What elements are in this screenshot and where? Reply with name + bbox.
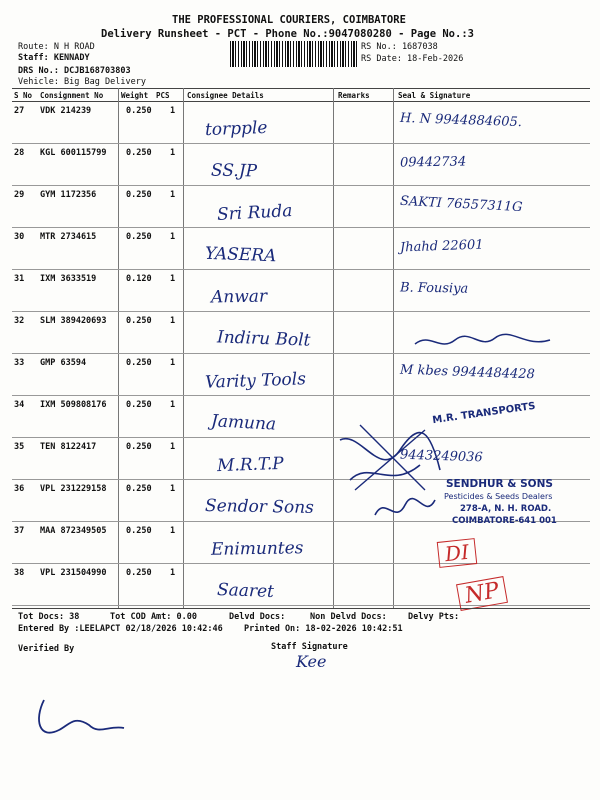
row-divider [12, 185, 590, 186]
stamp-line-4: COIMBATORE-641 001 [452, 516, 557, 526]
table-header-rule [12, 101, 590, 102]
row-pcs: 1 [170, 316, 176, 326]
delvy-pts: Delvy Pts: [408, 612, 460, 622]
row-sno: 28 [14, 148, 25, 158]
row-weight: 0.250 [126, 442, 152, 452]
row-pcs: 1 [170, 568, 176, 578]
rs-number: RS No.: 1687038 [361, 42, 438, 52]
row-consignee: Jamuna [210, 411, 277, 435]
col-divider-consignee [183, 88, 184, 608]
row-pcs: 1 [170, 484, 176, 494]
col-weight: Weight [121, 91, 149, 100]
row-consignee: YASERA [204, 243, 277, 267]
row-weight: 0.120 [126, 274, 152, 284]
row-consignment-no: TEN 8122417 [40, 442, 97, 452]
tot-docs: Tot Docs: 38 [18, 612, 80, 622]
verified-scribble [14, 690, 134, 750]
row32-signature [410, 330, 560, 354]
row-sno: 33 [14, 358, 25, 368]
row-weight: 0.250 [126, 400, 152, 410]
row-divider [12, 227, 590, 228]
delivery-scribble [330, 420, 450, 500]
row-sno: 29 [14, 190, 25, 200]
row-consignment-no: GMP 63594 [40, 358, 87, 368]
drs-number: DRS No.: DCJB168703803 [18, 66, 131, 76]
row-pcs: 1 [170, 232, 176, 242]
red-mark-np: NP [456, 576, 508, 611]
row-seal-signature: 9443249036 [399, 447, 483, 466]
row-consignment-no: KGL 600115799 [40, 148, 107, 158]
row-weight: 0.250 [126, 106, 152, 116]
sign-scribble [370, 490, 440, 530]
vehicle-label: Vehicle: Big Bag Delivery [18, 77, 146, 87]
row-seal-signature: SAKTI 76557311G [399, 193, 523, 216]
row-sno: 35 [14, 442, 25, 452]
row-consignment-no: SLM 389420693 [40, 316, 107, 326]
row-divider [12, 395, 590, 396]
row-sno: 34 [14, 400, 25, 410]
row-pcs: 1 [170, 400, 176, 410]
row-consignment-no: MAA 872349505 [40, 526, 107, 536]
row-seal-signature: B. Fousiya [399, 280, 469, 297]
row-pcs: 1 [170, 358, 176, 368]
row-weight: 0.250 [126, 526, 152, 536]
row-consignment-no: GYM 1172356 [40, 190, 97, 200]
row-consignment-no: VDK 214239 [40, 106, 92, 116]
col-sno: S No [14, 91, 33, 100]
row-sno: 31 [14, 274, 25, 284]
row-consignee: Enimuntes [210, 538, 304, 560]
row-consignee: Sri Ruda [216, 201, 293, 225]
row-consignment-no: VPL 231504990 [40, 568, 107, 578]
stamp-line-1: SENDHUR & SONS [446, 478, 553, 490]
row-sno: 36 [14, 484, 25, 494]
verified-by: Verified By [18, 644, 75, 654]
footer-rule [12, 608, 590, 609]
row-pcs: 1 [170, 148, 176, 158]
row-weight: 0.250 [126, 484, 152, 494]
stamp-line-3: 278-A, N. H. ROAD. [460, 504, 552, 514]
row-weight: 0.250 [126, 358, 152, 368]
row-consignee: torpple [204, 117, 268, 141]
row-sno: 37 [14, 526, 25, 536]
col-pcs: PCS [156, 91, 170, 100]
row-seal-signature: 09442734 [399, 154, 467, 171]
row-divider [12, 563, 590, 564]
col-consignment: Consignment No [40, 91, 104, 100]
row-pcs: 1 [170, 526, 176, 536]
row-consignment-no: VPL 231229158 [40, 484, 107, 494]
row-sno: 27 [14, 106, 25, 116]
row-seal-signature: Jhahd 22601 [399, 237, 484, 256]
entered-by: Entered By :LEELAPCT 02/18/2026 10:42:46 [18, 624, 223, 634]
row-pcs: 1 [170, 190, 176, 200]
row-consignee: M.R.T.P [216, 453, 285, 477]
row-divider [12, 143, 590, 144]
col-consignee: Consignee Details [187, 91, 264, 100]
barcode-image [230, 41, 358, 67]
col-divider-remarks [333, 88, 334, 608]
col-remarks: Remarks [338, 91, 370, 100]
row-consignee: Varity Tools [204, 369, 307, 393]
rs-date: RS Date: 18-Feb-2026 [361, 54, 464, 64]
row-weight: 0.250 [126, 316, 152, 326]
row-consignee: Indiru Bolt [216, 327, 311, 351]
row-divider [12, 437, 590, 438]
row-consignment-no: MTR 2734615 [40, 232, 97, 242]
tot-cod: Tot COD Amt: 0.00 [110, 612, 197, 622]
row-consignment-no: IXM 3633519 [40, 274, 97, 284]
row-pcs: 1 [170, 274, 176, 284]
row-divider [12, 311, 590, 312]
staff-signature-label: Staff Signature [271, 642, 348, 652]
row-weight: 0.250 [126, 232, 152, 242]
row-consignee: Saaret [216, 580, 275, 602]
row-divider [12, 269, 590, 270]
row-weight: 0.250 [126, 568, 152, 578]
stamp-line-2: Pesticides & Seeds Dealers [444, 492, 553, 501]
table-top-rule [12, 88, 590, 89]
row-consignee: Sendor Sons [204, 496, 315, 518]
printed-on: Printed On: 18-02-2026 10:42:51 [244, 624, 403, 634]
row-consignee: Anwar [210, 286, 268, 308]
row-seal-signature: H. N 9944884605. [399, 110, 523, 131]
company-title: THE PROFESSIONAL COURIERS, COIMBATORE [172, 14, 406, 26]
route-label: Route: N H ROAD [18, 42, 95, 52]
delvd-docs: Delvd Docs: [229, 612, 286, 622]
row-pcs: 1 [170, 442, 176, 452]
row-seal-signature: M kbes 9944484428 [399, 362, 536, 383]
red-mark-di: DI [437, 538, 477, 568]
non-delvd-docs: Non Delvd Docs: [310, 612, 387, 622]
col-divider-seal [393, 88, 394, 608]
row-consignment-no: IXM 509808176 [40, 400, 107, 410]
row-pcs: 1 [170, 106, 176, 116]
row-consignee: SS.JP [210, 160, 258, 182]
row-sno: 32 [14, 316, 25, 326]
staff-signature-hand: Kee [296, 652, 327, 671]
row-sno: 30 [14, 232, 25, 242]
row-sno: 38 [14, 568, 25, 578]
runsheet-subtitle: Delivery Runsheet - PCT - Phone No.:9047080280 - Page No.:3 [101, 28, 474, 40]
staff-label: Staff: KENNADY [18, 53, 90, 63]
row-weight: 0.250 [126, 148, 152, 158]
row-divider [12, 605, 590, 606]
col-seal: Seal & Signature [398, 91, 471, 100]
mr-transports-stamp: M.R. TRANSPORTS [431, 400, 537, 427]
row-weight: 0.250 [126, 190, 152, 200]
col-divider-weight [118, 88, 119, 608]
